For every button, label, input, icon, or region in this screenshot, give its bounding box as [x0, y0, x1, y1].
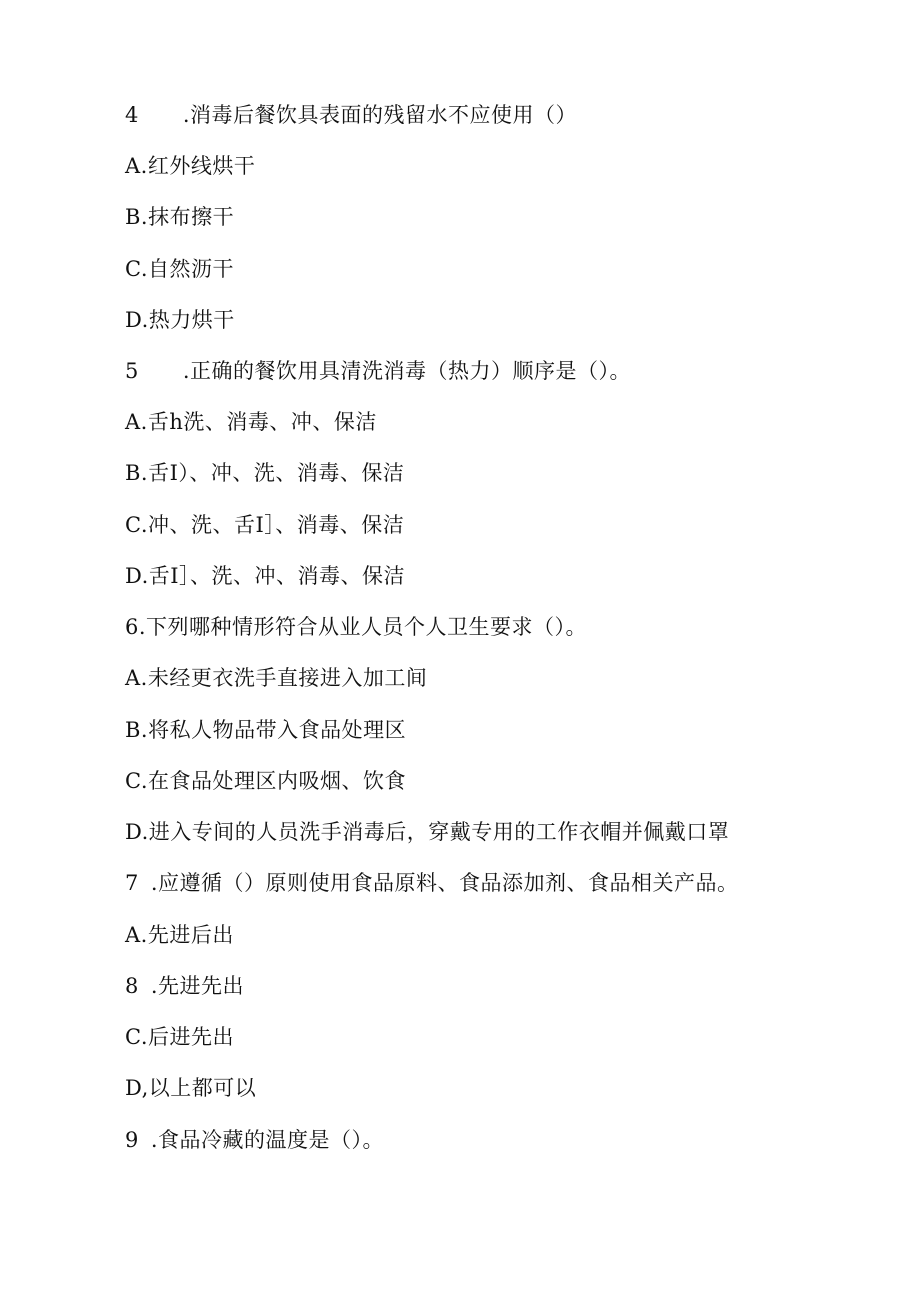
item-number: 8 [125, 974, 139, 998]
option-c [125, 1023, 234, 1051]
option-b [125, 459, 404, 487]
question-4 [125, 101, 577, 129]
option-a [125, 664, 427, 692]
option-text: D.舌I］、洗、冲、消毒、保洁 [125, 564, 406, 588]
option-c [125, 255, 234, 283]
option-d [125, 818, 729, 846]
option-a [125, 408, 377, 436]
option-b [125, 716, 406, 744]
option-text: A.先进后出 [125, 923, 234, 947]
option-text: C.自然沥干 [125, 257, 234, 281]
option-text: D.热力烘干 [125, 308, 235, 332]
option-d [125, 306, 235, 334]
option-b [125, 203, 234, 231]
option-text: C.冲、洗、舌I］、消毒、保洁 [125, 513, 405, 537]
question-7 [125, 869, 739, 897]
option-text: A.舌h洗、消毒、冲、保洁 [125, 410, 377, 434]
question-number: 7 [125, 871, 139, 895]
option-text: C.在食品处理区内吸烟、饮食 [125, 769, 406, 793]
question-6 [125, 613, 587, 641]
question-number: 4 [125, 103, 139, 127]
option-a [125, 152, 255, 180]
option-text: D,以上都可以 [125, 1076, 257, 1100]
option-text: B.舌I）、冲、洗、消毒、保洁 [125, 461, 405, 485]
question-text: .应遵循（）原则使用食品原料、食品添加剂、食品相关产品。 [150, 871, 739, 895]
option-text: C.后进先出 [125, 1025, 234, 1049]
question-text: .消毒后餐饮具表面的残留水不应使用（） [182, 103, 578, 127]
question-number: 5 [125, 359, 139, 383]
item-8 [125, 972, 244, 1000]
option-d [125, 562, 405, 590]
question-text: .食品冷藏的温度是（）。 [150, 1128, 385, 1152]
option-c [125, 511, 404, 539]
option-text: A.红外线烘干 [125, 154, 256, 178]
question-text: 6.下列哪种情形符合从业人员个人卫生要求（）。 [125, 615, 588, 639]
option-a [125, 921, 234, 949]
option-text: D.进入专间的人员洗手消毒后，穿戴专用的工作衣帽并佩戴口罩 [125, 820, 730, 844]
option-text: B.将私人物品带入食品处理区 [125, 718, 407, 742]
option-d [125, 1074, 256, 1102]
option-text: B.抹布擦干 [125, 205, 235, 229]
option-text: A.未经更衣洗手直接进入加工间 [125, 666, 428, 690]
question-text: .正确的餐饮用具清洗消毒（热力）顺序是（）。 [182, 359, 632, 383]
question-9 [125, 1126, 384, 1154]
question-number: 9 [125, 1128, 139, 1152]
question-5 [125, 357, 631, 385]
item-text: .先进先出 [150, 974, 245, 998]
option-c [125, 767, 406, 795]
